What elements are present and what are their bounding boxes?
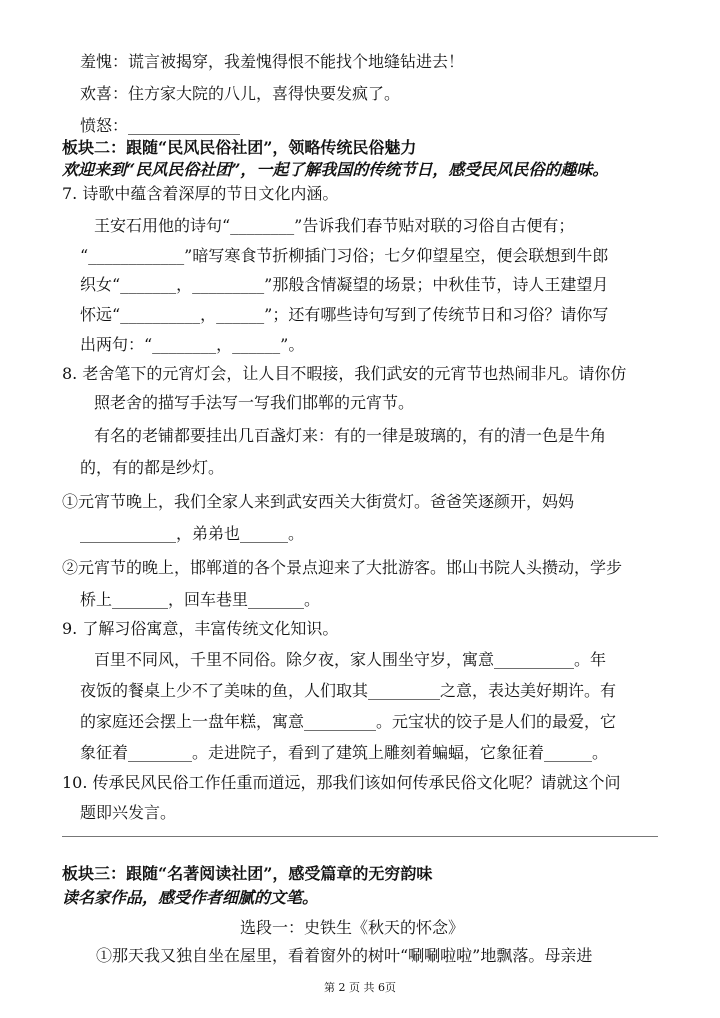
text-line: 王安石用他的诗句“________”告诉我们春节贴对联的习俗自古便有； bbox=[94, 216, 575, 235]
section-intro: 欢迎来到“民风民俗社团”，一起了解我国的传统节日，感受民风民俗的趣味。 bbox=[62, 160, 609, 179]
text-line: ____________，弟弟也______。 bbox=[80, 524, 305, 543]
text-line: 欢喜：住方家大院的八儿，喜得快要发疯了。 bbox=[80, 84, 401, 103]
section-heading: 板块三：跟随“名著阅读社团”，感受篇章的无穷韵味 bbox=[62, 864, 433, 883]
question-10: 10. 传承民风民俗工作任重而道远，那我们该如何传承民俗文化呢？请就这个问 bbox=[62, 773, 621, 792]
example-line: 有名的老铺都要挂出几百盏灯来：有的一律是玻璃的，有的清一色是牛角 bbox=[94, 426, 607, 445]
text-line: 桥上_______，回车巷里_______。 bbox=[80, 590, 321, 609]
text-line: 夜饭的餐桌上少不了美味的鱼，人们取其_________之意，表达美好期许。有 bbox=[80, 681, 617, 700]
text-line: 的家庭还会摆上一盘年糕，寓意_________。元宝状的饺子是人们的最爱，它 bbox=[80, 712, 617, 731]
text-line: ①那天我又独自坐在屋里，看着窗外的树叶“唰唰啦啦”地飘落。母亲进 bbox=[96, 946, 593, 965]
answer-line bbox=[62, 836, 658, 837]
question-9: 9. 了解习俗寓意，丰富传统文化知识。 bbox=[62, 619, 339, 638]
section-heading: 板块二：跟随“民风民俗社团”，领略传统民俗魅力 bbox=[62, 138, 417, 157]
page-footer: 第 2 页 共 6页 bbox=[324, 981, 396, 994]
text-line: 织女“_______，_________”那般含情凝望的场景；中秋佳节，诗人王建望月 bbox=[80, 275, 609, 294]
question-7: 7. 诗歌中蕴含着深厚的节日文化内涵。 bbox=[62, 184, 339, 203]
text-line: 的，有的都是纱灯。 bbox=[80, 458, 225, 477]
answer-item-1: ①元宵节晚上，我们全家人来到武安西关大街赏灯。爸爸笑逐颜开，妈妈 bbox=[62, 492, 575, 511]
text-line: 照老舍的描写手法写一写我们邯郸的元宵节。 bbox=[94, 393, 415, 412]
text-line: “____________”暗写寒食节折柳插门习俗；七夕仰望星空，便会联想到牛郎 bbox=[80, 246, 609, 265]
text-line: 羞愧：谎言被揭穿，我羞愧得恨不能找个地缝钻进去！ bbox=[80, 52, 465, 71]
text-line: 百里不同风，千里不同俗。除夕夜，家人围坐守岁，寓意__________。年 bbox=[94, 650, 607, 669]
text-line: 怀远“__________，______”；还有哪些诗句写到了传统节日和习俗？请你写 bbox=[80, 305, 609, 324]
text-line: 象征着________。走进院子，看到了建筑上雕刻着蝙蝠，它象征着______。 bbox=[80, 743, 609, 762]
section-intro: 读名家作品，感受作者细腻的文笔。 bbox=[62, 888, 319, 907]
question-8: 8. 老舍笔下的元宵灯会，让人目不暇接，我们武安的元宵节也热闹非凡。请你仿 bbox=[62, 364, 627, 383]
text-line: 出两句：“________，______”。 bbox=[80, 335, 305, 354]
answer-item-2: ②元宵节的晚上，邯郸道的各个景点迎来了大批游客。邯山书院人头攒动，学步 bbox=[62, 558, 623, 577]
excerpt-title: 选段一：史铁生《秋天的怀念》 bbox=[240, 918, 465, 937]
text-line: 题即兴发言。 bbox=[80, 803, 177, 822]
text-line: 愤怒：______________ bbox=[80, 116, 241, 135]
